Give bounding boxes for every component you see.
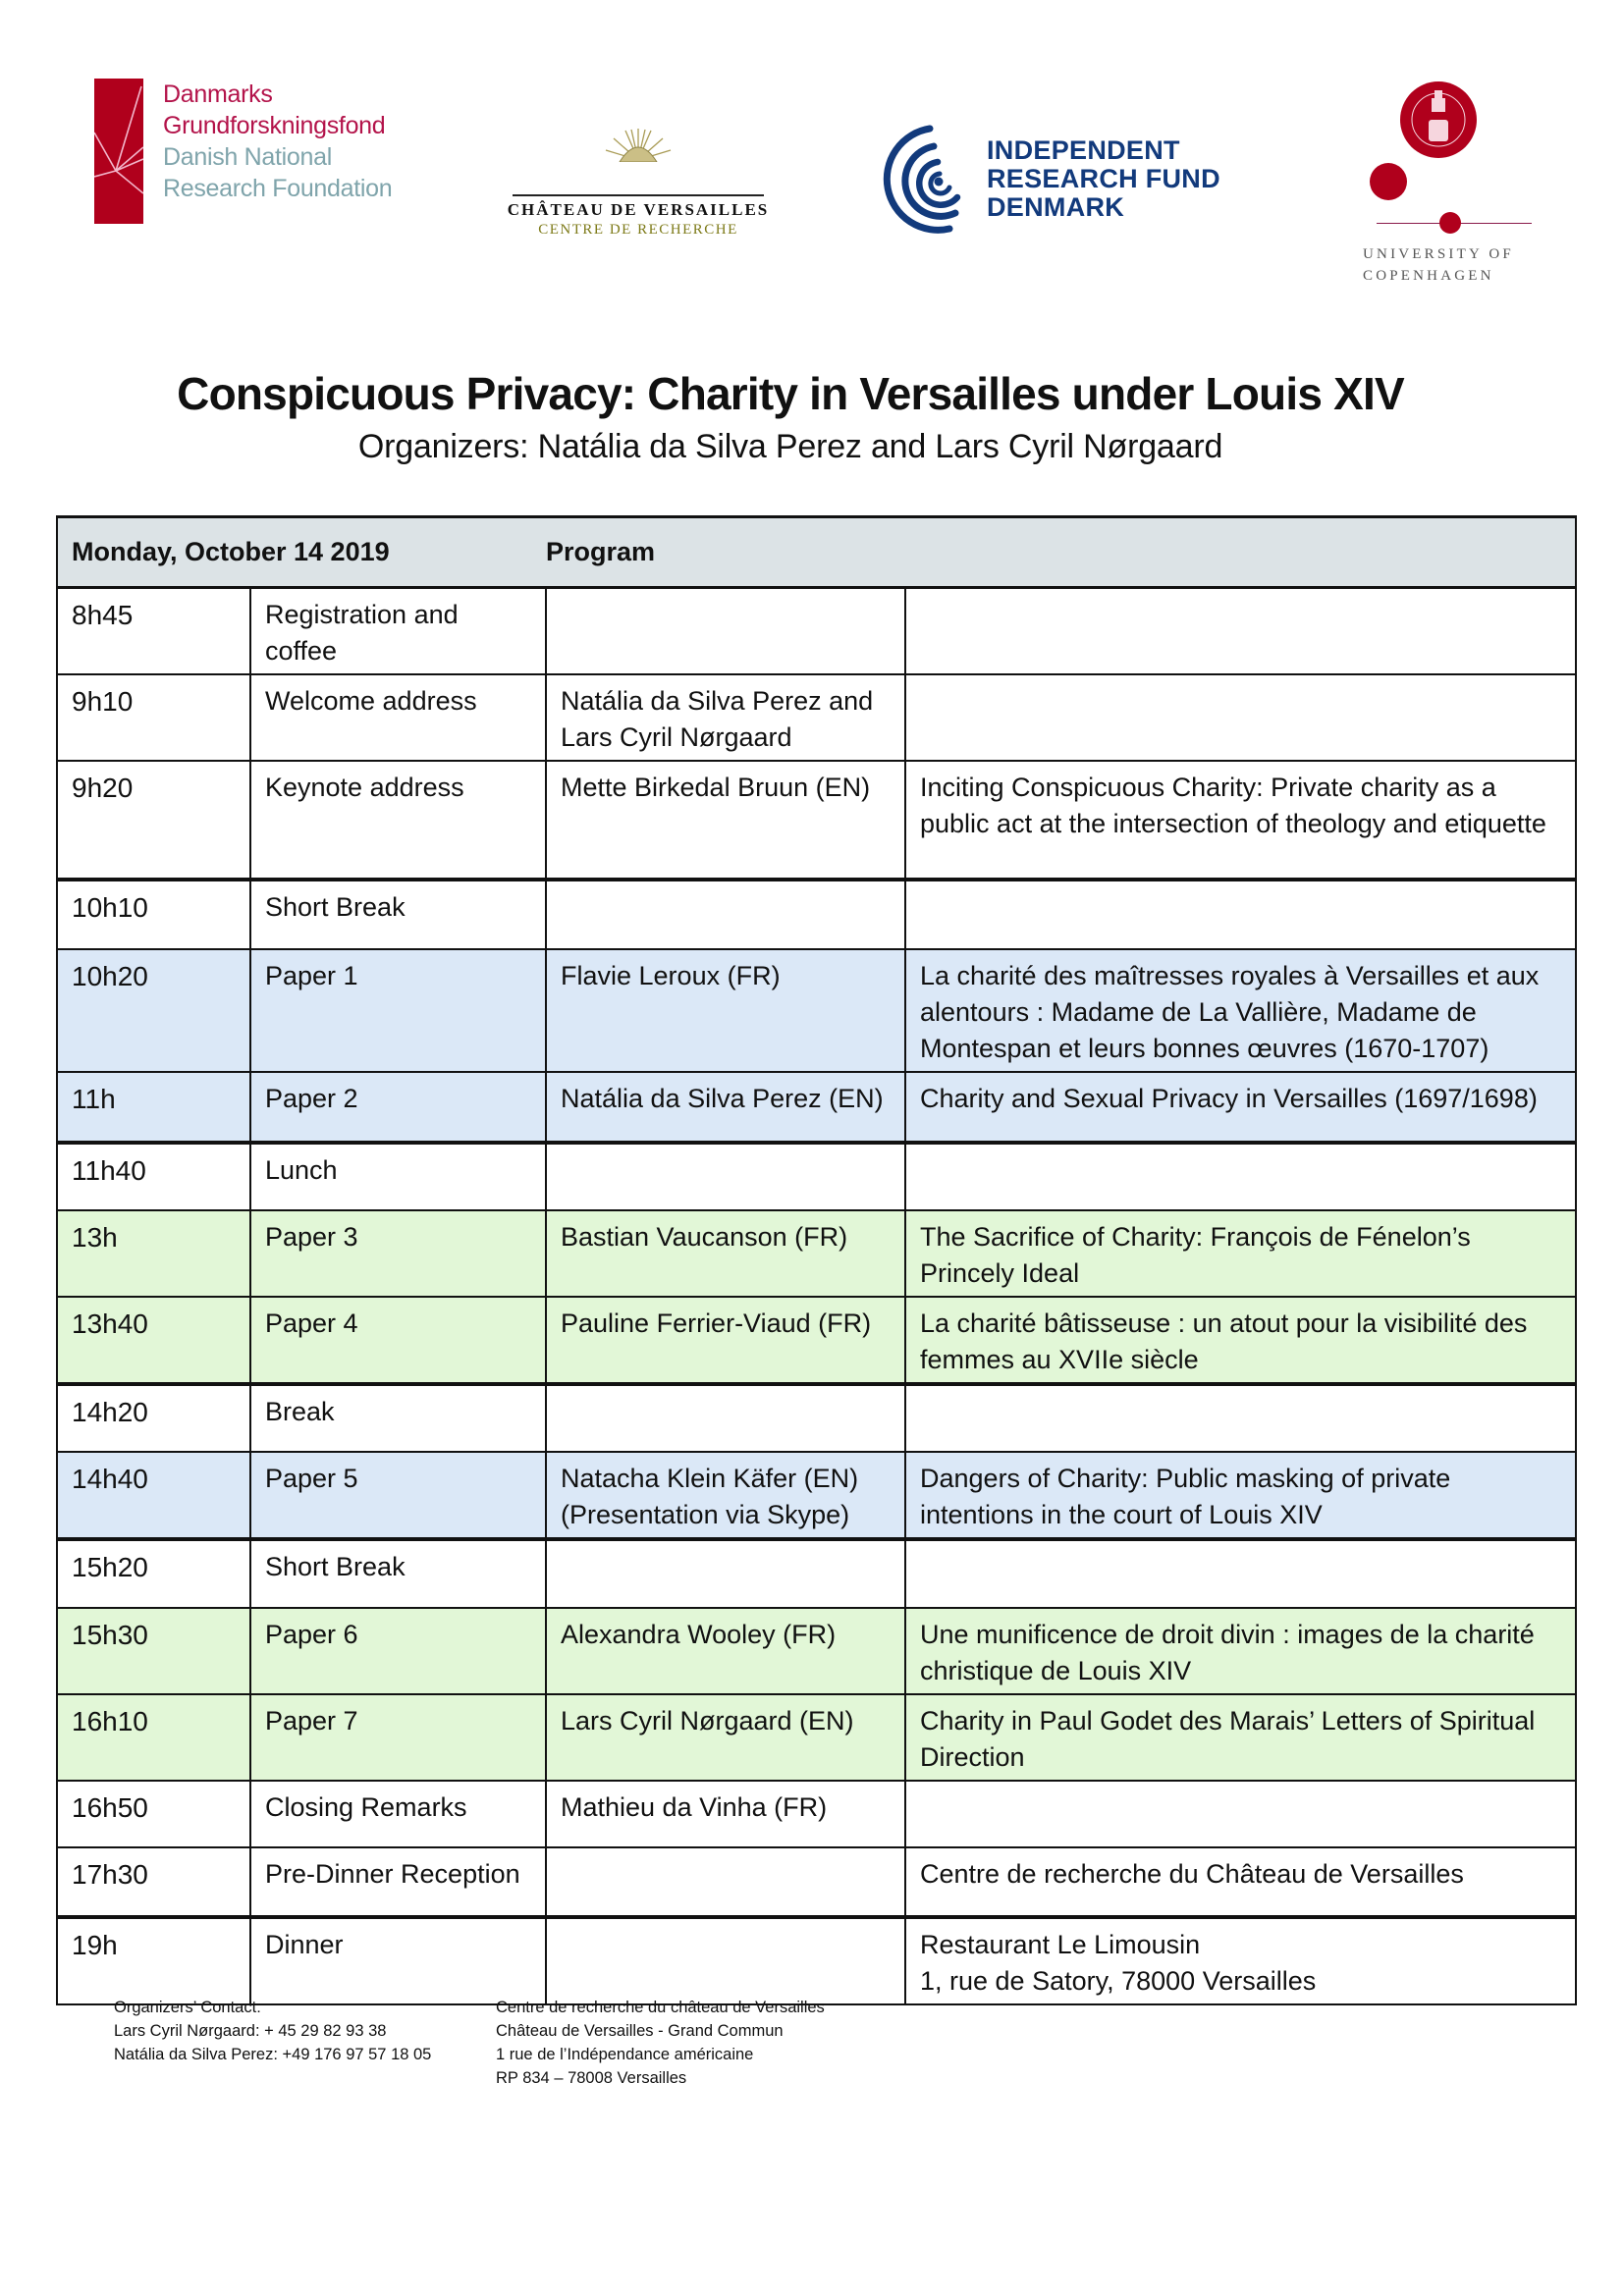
activity-cell: Short Break	[250, 880, 546, 949]
speaker-cell	[546, 1143, 905, 1210]
time-cell: 11h40	[57, 1143, 250, 1210]
activity-cell: Paper 1	[250, 949, 546, 1072]
irfd-logo	[879, 123, 1232, 240]
table-row	[57, 880, 1576, 949]
topic-cell: Inciting Conspicuous Charity: Private charity as a public act at the intersection of theology and etiquette	[905, 761, 1576, 880]
table-row	[57, 1143, 1576, 1210]
speaker-cell	[546, 1847, 905, 1917]
contact-line: Lars Cyril Nørgaard: + 45 29 82 93 38	[114, 2022, 387, 2040]
time-cell: 13h	[57, 1210, 250, 1297]
activity-cell: Welcome address	[250, 674, 546, 761]
address-line: RP 834 – 78008 Versailles	[496, 2069, 687, 2087]
program-date: Monday, October 14 2019	[57, 517, 546, 588]
table-row	[57, 1539, 1576, 1608]
dnrf-line-4: Research Foundation	[163, 175, 393, 202]
activity-cell: Paper 6	[250, 1608, 546, 1694]
table-row	[57, 1694, 1576, 1781]
table-row	[57, 1847, 1576, 1917]
topic-cell	[905, 674, 1576, 761]
table-row	[57, 1297, 1576, 1384]
speaker-cell: Mette Birkedal Bruun (EN)	[546, 761, 905, 880]
topic-cell: Dangers of Charity: Public masking of private intentions in the court of Louis XIV	[905, 1452, 1576, 1539]
ucph-dot-large	[1370, 163, 1407, 200]
activity-cell: Paper 4	[250, 1297, 546, 1384]
topic-cell	[905, 1143, 1576, 1210]
time-cell: 13h40	[57, 1297, 250, 1384]
activity-cell: Paper 5	[250, 1452, 546, 1539]
organizers-contact	[114, 1996, 431, 2066]
irfd-line-2: RESEARCH FUND	[987, 164, 1220, 193]
versailles-subtitle: CENTRE DE RECHERCHE	[538, 222, 738, 238]
activity-cell: Short Break	[250, 1539, 546, 1608]
speaker-cell: Natália da Silva Perez and Lars Cyril Nørgaard	[546, 674, 905, 761]
irfd-arcs-icon	[879, 123, 977, 240]
activity-cell: Paper 2	[250, 1072, 546, 1143]
ucph-dot-small	[1439, 212, 1461, 234]
organizers-subtitle: Organizers: Natália da Silva Perez and Lars Cyril Nørgaard	[357, 428, 1223, 465]
topic-cell	[905, 1384, 1576, 1452]
contact-line: Natália da Silva Perez: +49 176 97 57 18 05	[114, 2046, 432, 2063]
time-cell: 8h45	[57, 588, 250, 675]
speaker-cell: Bastian Vaucanson (FR)	[546, 1210, 905, 1297]
topic-cell: Restaurant Le Limousin 1, rue de Satory, 78000 Versailles	[905, 1917, 1576, 2004]
topic-cell: La charité bâtisseuse : un atout pour la visibilité des femmes au XVIIe siècle	[905, 1297, 1576, 1384]
table-row	[57, 761, 1576, 880]
page-title: Conspicuous Privacy: Charity in Versailles under Louis XIV	[177, 368, 1404, 419]
speaker-cell	[546, 1917, 905, 2004]
address-line: Château de Versailles - Grand Commun	[496, 2022, 784, 2040]
speaker-cell: Mathieu da Vinha (FR)	[546, 1781, 905, 1847]
topic-cell	[905, 588, 1576, 675]
table-row	[57, 674, 1576, 761]
university-seal-icon	[1399, 80, 1478, 159]
speaker-cell: Natália da Silva Perez (EN)	[546, 1072, 905, 1143]
time-cell: 16h10	[57, 1694, 250, 1781]
contact-heading: Organizers’ Contact:	[114, 1999, 261, 2016]
versailles-title: CHÂTEAU DE VERSAILLES	[507, 200, 770, 219]
irfd-line-1: INDEPENDENT	[987, 135, 1180, 165]
activity-cell: Lunch	[250, 1143, 546, 1210]
dnrf-emblem-icon	[94, 79, 143, 224]
irfd-wordmark	[987, 136, 1220, 222]
dnrf-line-1: Danmarks	[163, 80, 273, 108]
time-cell: 11h	[57, 1072, 250, 1143]
table-row	[57, 949, 1576, 1072]
time-cell: 19h	[57, 1917, 250, 2004]
ucph-line-1: UNIVERSITY OF	[1363, 246, 1514, 262]
activity-cell: Keynote address	[250, 761, 546, 880]
topic-cell: Charity in Paul Godet des Marais’ Letters of Spiritual Direction	[905, 1694, 1576, 1781]
topic-cell: The Sacrifice of Charity: François de Fénelon’s Princely Ideal	[905, 1210, 1576, 1297]
topic-cell: Une munificence de droit divin : images de la charité christique de Louis XIV	[905, 1608, 1576, 1694]
table-row	[57, 1210, 1576, 1297]
program-table	[56, 515, 1577, 2005]
ucph-logo	[1355, 69, 1532, 294]
time-cell: 17h30	[57, 1847, 250, 1917]
topic-cell: La charité des maîtresses royales à Versailles et aux alentours : Madame de La Vallière, Madame de Montespan et leurs bonnes œuvres (1670-1707)	[905, 949, 1576, 1072]
speaker-cell	[546, 880, 905, 949]
address-line: Centre de recherche du château de Versailles	[496, 1999, 825, 2016]
table-row	[57, 1917, 1576, 2004]
table-row	[57, 1072, 1576, 1143]
time-cell: 15h20	[57, 1539, 250, 1608]
dnrf-line-3: Danish National	[163, 143, 332, 171]
sun-emblem-icon	[604, 127, 673, 162]
dnrf-wordmark	[163, 79, 392, 204]
topic-cell: Charity and Sexual Privacy in Versailles (1697/1698)	[905, 1072, 1576, 1143]
table-row	[57, 1608, 1576, 1694]
address-line: 1 rue de l’Indépendance américaine	[496, 2046, 754, 2063]
time-cell: 14h20	[57, 1384, 250, 1452]
time-cell: 16h50	[57, 1781, 250, 1847]
table-row	[57, 588, 1576, 675]
table-row	[57, 1452, 1576, 1539]
ucph-wordmark	[1363, 243, 1535, 287]
time-cell: 10h20	[57, 949, 250, 1072]
irfd-line-3: DENMARK	[987, 192, 1125, 222]
topic-cell	[905, 880, 1576, 949]
time-cell: 9h20	[57, 761, 250, 880]
topic-cell	[905, 1781, 1576, 1847]
time-cell: 10h10	[57, 880, 250, 949]
activity-cell: Paper 3	[250, 1210, 546, 1297]
versailles-logo	[501, 123, 770, 238]
topic-cell: Centre de recherche du Château de Versailles	[905, 1847, 1576, 1917]
versailles-rule	[513, 194, 764, 196]
activity-cell: Registration and coffee	[250, 588, 546, 675]
program-heading: Program	[546, 517, 1576, 588]
speaker-cell: Natacha Klein Käfer (EN) (Presentation via Skype)	[546, 1452, 905, 1539]
ucph-line-2: COPENHAGEN	[1363, 268, 1494, 284]
topic-cell	[905, 1539, 1576, 1608]
dnrf-logo	[94, 79, 418, 226]
speaker-cell	[546, 1384, 905, 1452]
activity-cell: Dinner	[250, 1917, 546, 2004]
dnrf-line-2: Grundforskningsfond	[163, 112, 386, 139]
activity-cell: Paper 7	[250, 1694, 546, 1781]
speaker-cell	[546, 588, 905, 675]
time-cell: 9h10	[57, 674, 250, 761]
activity-cell: Break	[250, 1384, 546, 1452]
table-row	[57, 1384, 1576, 1452]
time-cell: 14h40	[57, 1452, 250, 1539]
activity-cell: Closing Remarks	[250, 1781, 546, 1847]
speaker-cell	[546, 1539, 905, 1608]
table-header-row	[57, 517, 1576, 588]
speaker-cell: Alexandra Wooley (FR)	[546, 1608, 905, 1694]
venue-address	[496, 1996, 825, 2090]
table-row	[57, 1781, 1576, 1847]
speaker-cell: Flavie Leroux (FR)	[546, 949, 905, 1072]
time-cell: 15h30	[57, 1608, 250, 1694]
speaker-cell: Pauline Ferrier-Viaud (FR)	[546, 1297, 905, 1384]
activity-cell: Pre-Dinner Reception	[250, 1847, 546, 1917]
speaker-cell: Lars Cyril Nørgaard (EN)	[546, 1694, 905, 1781]
